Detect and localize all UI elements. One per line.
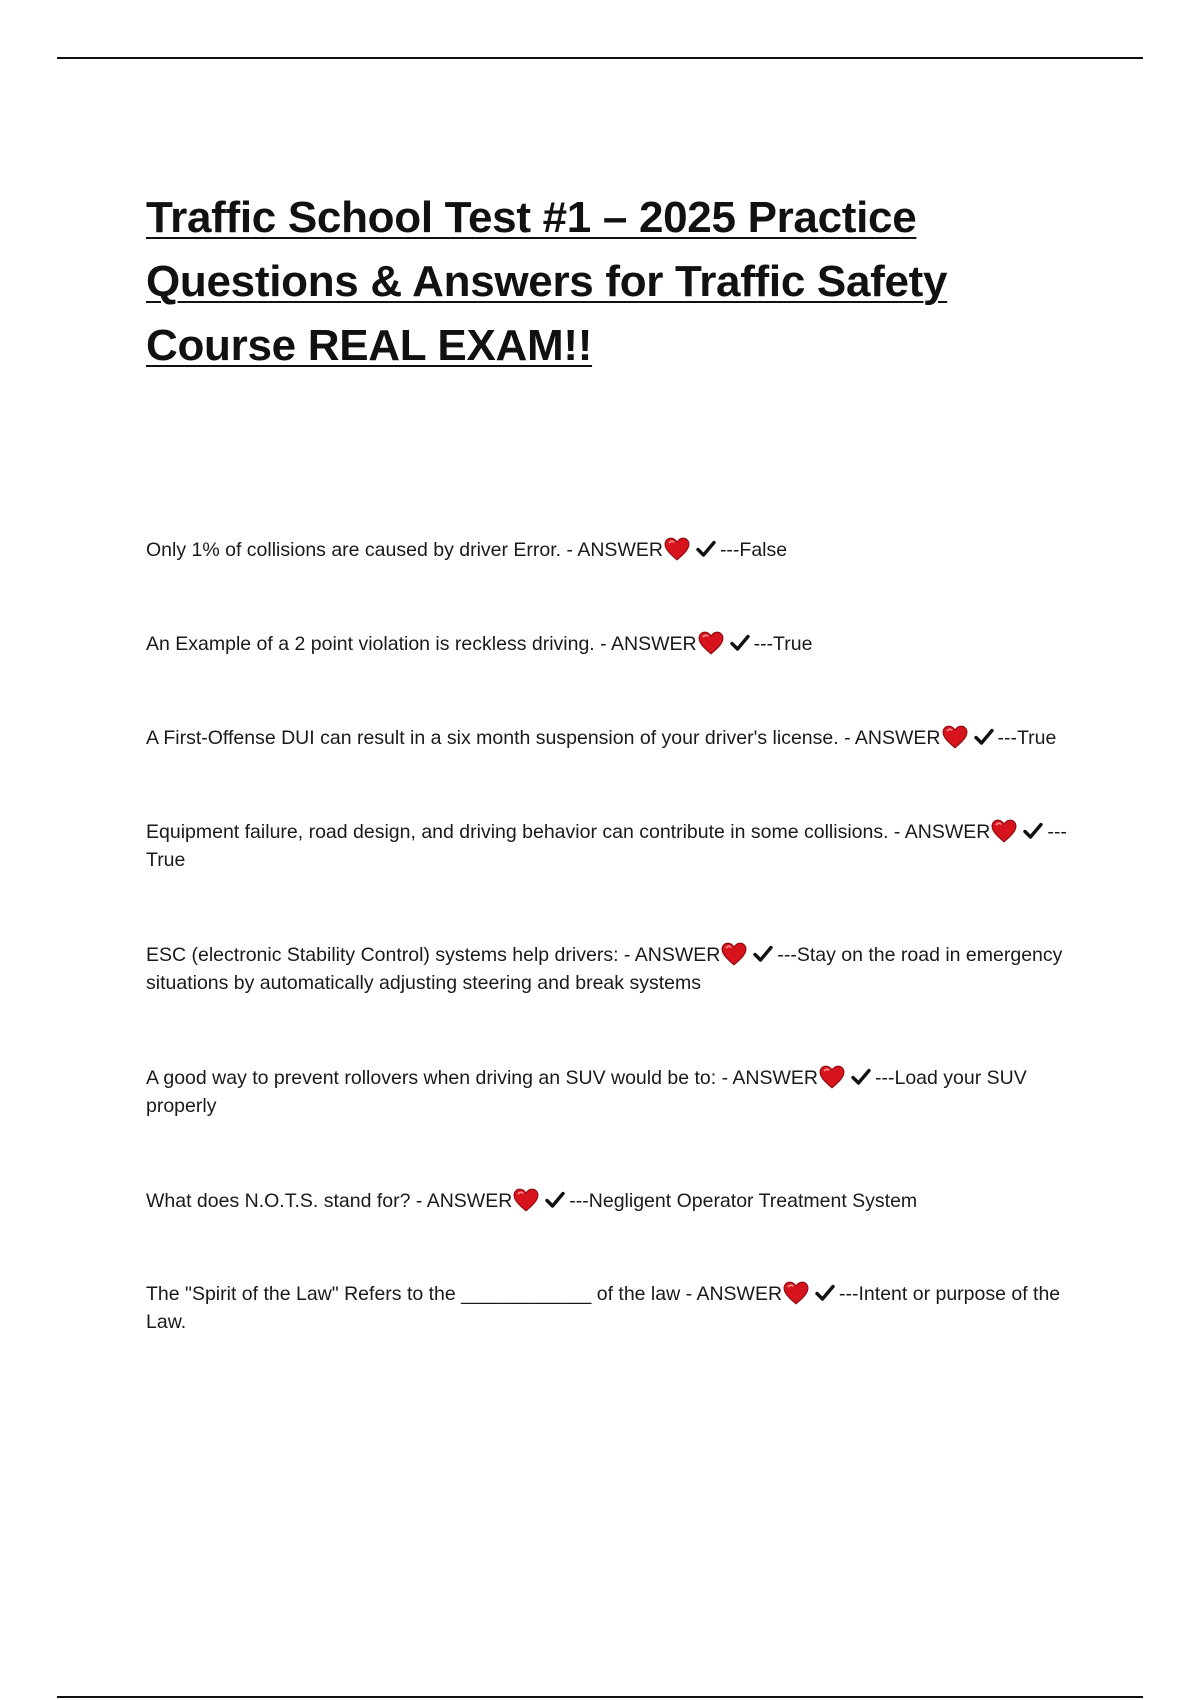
header-rule xyxy=(57,57,1143,59)
answer-text: ---False xyxy=(719,539,788,561)
answer-text: ---Intent or purpose of the Law. xyxy=(146,1283,1061,1333)
answer-label: ANSWER xyxy=(696,1283,783,1305)
question-text: Equipment failure, road design, and driving behavior can contribute in some collisions. - xyxy=(146,821,905,843)
checkmark-icon xyxy=(753,944,773,964)
question-text: What does N.O.T.S. stand for? - xyxy=(146,1190,427,1212)
checkmark-icon xyxy=(815,1283,835,1303)
heart-icon xyxy=(819,1065,845,1089)
answer-text: ---Load your SUV properly xyxy=(146,1067,1027,1117)
heart-icon xyxy=(721,942,747,966)
footer-rule xyxy=(57,1696,1143,1698)
heart-icon xyxy=(942,725,968,749)
question-text: The "Spirit of the Law" Refers to the ____________ of the law - xyxy=(146,1283,697,1305)
qa-item-7 xyxy=(146,1187,1096,1215)
checkmark-icon xyxy=(1023,821,1043,841)
checkmark-icon xyxy=(730,633,750,653)
answer-label: ANSWER xyxy=(426,1190,513,1212)
answer-text: ---True xyxy=(753,633,813,655)
answer-label: ANSWER xyxy=(634,944,721,966)
checkmark-icon xyxy=(851,1067,871,1087)
answer-label: ANSWER xyxy=(732,1067,819,1089)
qa-item-6 xyxy=(146,1064,1096,1120)
answer-label: ANSWER xyxy=(854,727,941,749)
checkmark-icon xyxy=(696,539,716,559)
heart-icon xyxy=(783,1281,809,1305)
answer-text: ---Negligent Operator Treatment System xyxy=(569,1190,918,1212)
checkmark-icon xyxy=(545,1190,565,1210)
heart-icon xyxy=(991,819,1017,843)
qa-item-1 xyxy=(146,536,1096,564)
heart-icon xyxy=(698,631,724,655)
qa-item-8 xyxy=(146,1280,1096,1336)
qa-item-2 xyxy=(146,630,1096,658)
answer-label: ANSWER xyxy=(904,821,991,843)
heart-icon xyxy=(664,537,690,561)
question-text: A First-Offense DUI can result in a six month suspension of your driver's license. - xyxy=(146,727,855,749)
question-text: A good way to prevent rollovers when driving an SUV would be to: - xyxy=(146,1067,733,1089)
answer-label: ANSWER xyxy=(577,539,663,561)
checkmark-icon xyxy=(974,727,994,747)
heart-icon xyxy=(513,1188,539,1212)
qa-item-4 xyxy=(146,818,1096,874)
answer-label: ANSWER xyxy=(610,633,697,655)
answer-text: ---Stay on the road in emergency situations by automatically adjusting steering and break systems xyxy=(146,944,1063,994)
qa-item-3 xyxy=(146,724,1096,752)
question-text: ESC (electronic Stability Control) systems help drivers: - xyxy=(146,944,635,966)
question-text: An Example of a 2 point violation is reckless driving. - xyxy=(146,633,611,655)
answer-text: ---True xyxy=(146,821,1067,871)
question-text: Only 1% of collisions are caused by driver Error. - xyxy=(146,539,578,561)
qa-item-5 xyxy=(146,941,1096,997)
answer-text: ---True xyxy=(997,727,1057,749)
document-title: Traffic School Test #1 – 2025 Practice Questions & Answers for Traffic Safety Course REAL EXAM!! xyxy=(146,193,948,370)
